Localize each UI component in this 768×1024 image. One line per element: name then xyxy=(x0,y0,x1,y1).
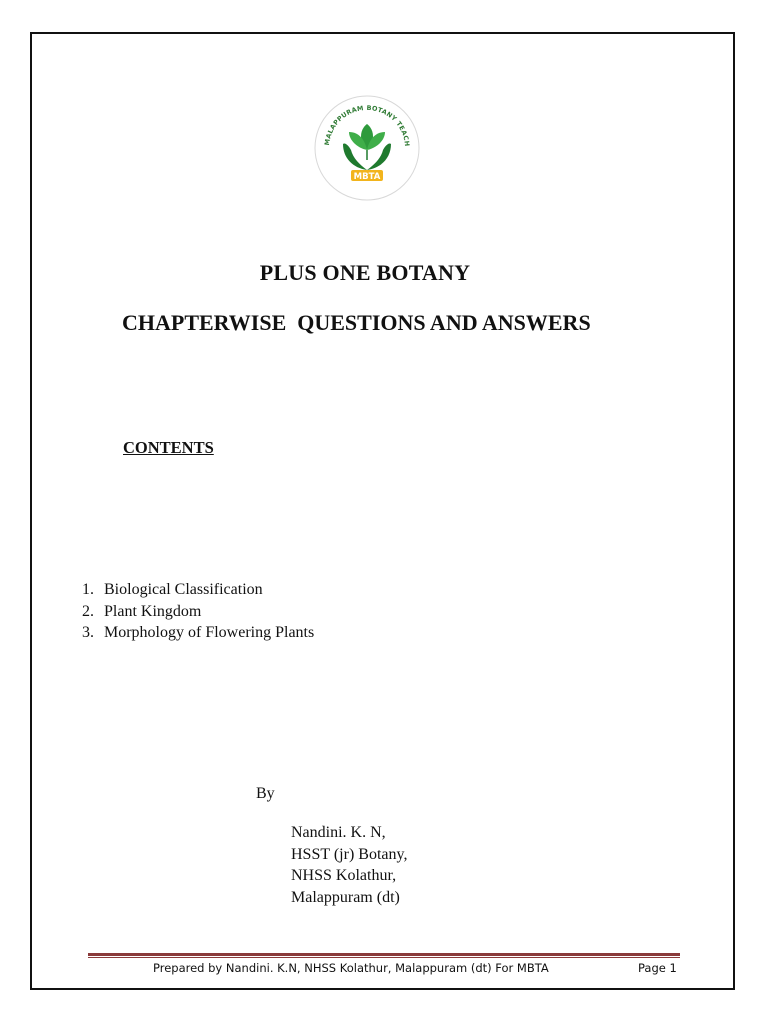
contents-item xyxy=(82,622,314,644)
contents-item-number: 3. xyxy=(82,624,94,641)
logo-ring-text: MALAPPURAM BOTANY TEACH xyxy=(322,103,412,147)
contents-item-label: Morphology of Flowering Plants xyxy=(104,624,315,641)
author-block xyxy=(291,822,407,908)
author-designation: HSST (jr) Botany, xyxy=(291,845,408,863)
title-line-1: PLUS ONE BOTANY xyxy=(259,260,471,285)
contents-item-number: 1. xyxy=(82,581,94,598)
footer-rule-thick xyxy=(88,953,680,956)
contents-item-number: 2. xyxy=(82,602,94,620)
contents-item xyxy=(82,601,314,623)
footer-text: Prepared by Nandini. K.N, NHSS Kolathur, Malappuram (dt) For MBTA xyxy=(153,961,549,975)
contents-heading: CONTENTS xyxy=(123,438,214,457)
logo-badge-text: MBTA xyxy=(353,172,381,182)
page-number: Page 1 xyxy=(638,961,677,975)
author-district: Malappuram (dt) xyxy=(291,888,400,906)
author-school: NHSS Kolathur, xyxy=(291,867,397,884)
byline-by: By xyxy=(256,785,275,802)
contents-list xyxy=(82,579,314,644)
contents-item-label: Plant Kingdom xyxy=(104,602,202,620)
title-line-2: CHAPTERWISE QUESTIONS AND ANSWERS xyxy=(122,310,591,335)
contents-item-label: Biological Classification xyxy=(104,581,263,598)
footer-rule-thin xyxy=(88,957,680,958)
author-name: Nandini. K. N, xyxy=(291,824,386,841)
contents-item xyxy=(82,579,314,601)
mbta-logo xyxy=(313,94,421,202)
